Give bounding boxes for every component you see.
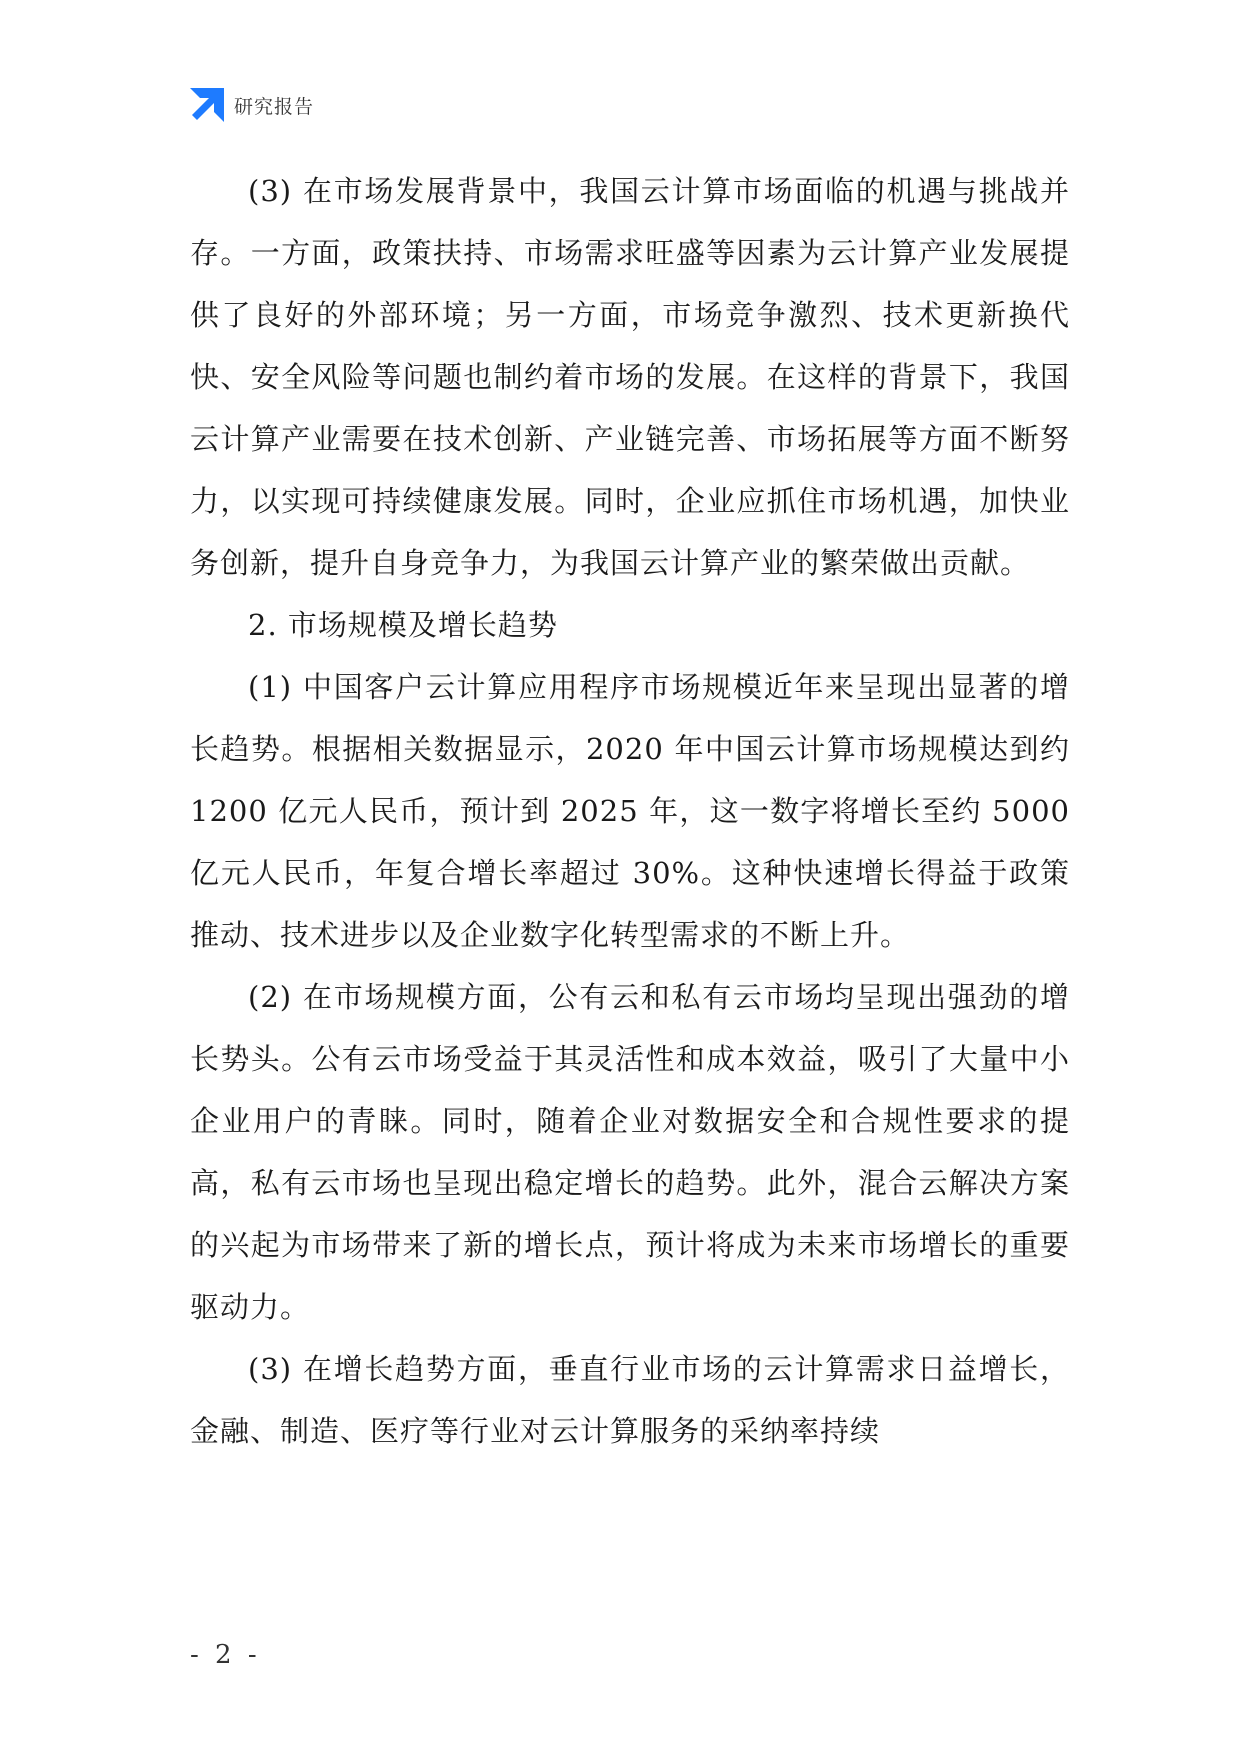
paragraph-public-private-cloud: (2) 在市场规模方面，公有云和私有云市场均呈现出强劲的增长势头。公有云市场受益于其灵活性和成本效益，吸引了大量中小企业用户的青睐。同时，随着企业对数据安全和合规性要求的提高，私有云市场也呈现出稳定增长的趋势。此外，混合云解决方案的兴起为市场带来了新的增长点，预计将成为未来市场增长的重要驱动力。 [190, 980, 1070, 1324]
page-header [190, 88, 314, 122]
paragraph-market-growth: (1) 中国客户云计算应用程序市场规模近年来呈现出显著的增长趋势。根据相关数据显示，2020 年中国云计算市场规模达到约 1200 亿元人民币，预计到 2025 年，这一数字将增长至约 5000 亿元人民币，年复合增长率超过 30%。这种快速增长得益于政策推动、技术进步以及企业数字化转型需求的不断上升。 [190, 670, 1070, 952]
header-title: 研究报告 [234, 95, 315, 118]
section-heading-market-size: 2. 市场规模及增长趋势 [248, 608, 558, 642]
paragraph-market-background: (3) 在市场发展背景中，我国云计算市场面临的机遇与挑战并存。一方面，政策扶持、市场需求旺盛等因素为云计算产业发展提供了良好的外部环境；另一方面，市场竞争激烈、技术更新换代快、安全风险等问题也制约着市场的发展。在这样的背景下，我国云计算产业需要在技术创新、产业链完善、市场拓展等方面不断努力，以实现可持续健康发展。同时，企业应抓住市场机遇，加快业务创新，提升自身竞争力，为我国云计算产业的繁荣做出贡献。 [190, 174, 1070, 580]
page-number: - 2 - [190, 1640, 261, 1670]
document-body [190, 160, 1070, 1462]
arrow-up-right-icon [190, 88, 224, 122]
paragraph-vertical-industries: (3) 在增长趋势方面，垂直行业市场的云计算需求日益增长，金融、制造、医疗等行业对云计算服务的采纳率持续 [190, 1352, 1070, 1448]
